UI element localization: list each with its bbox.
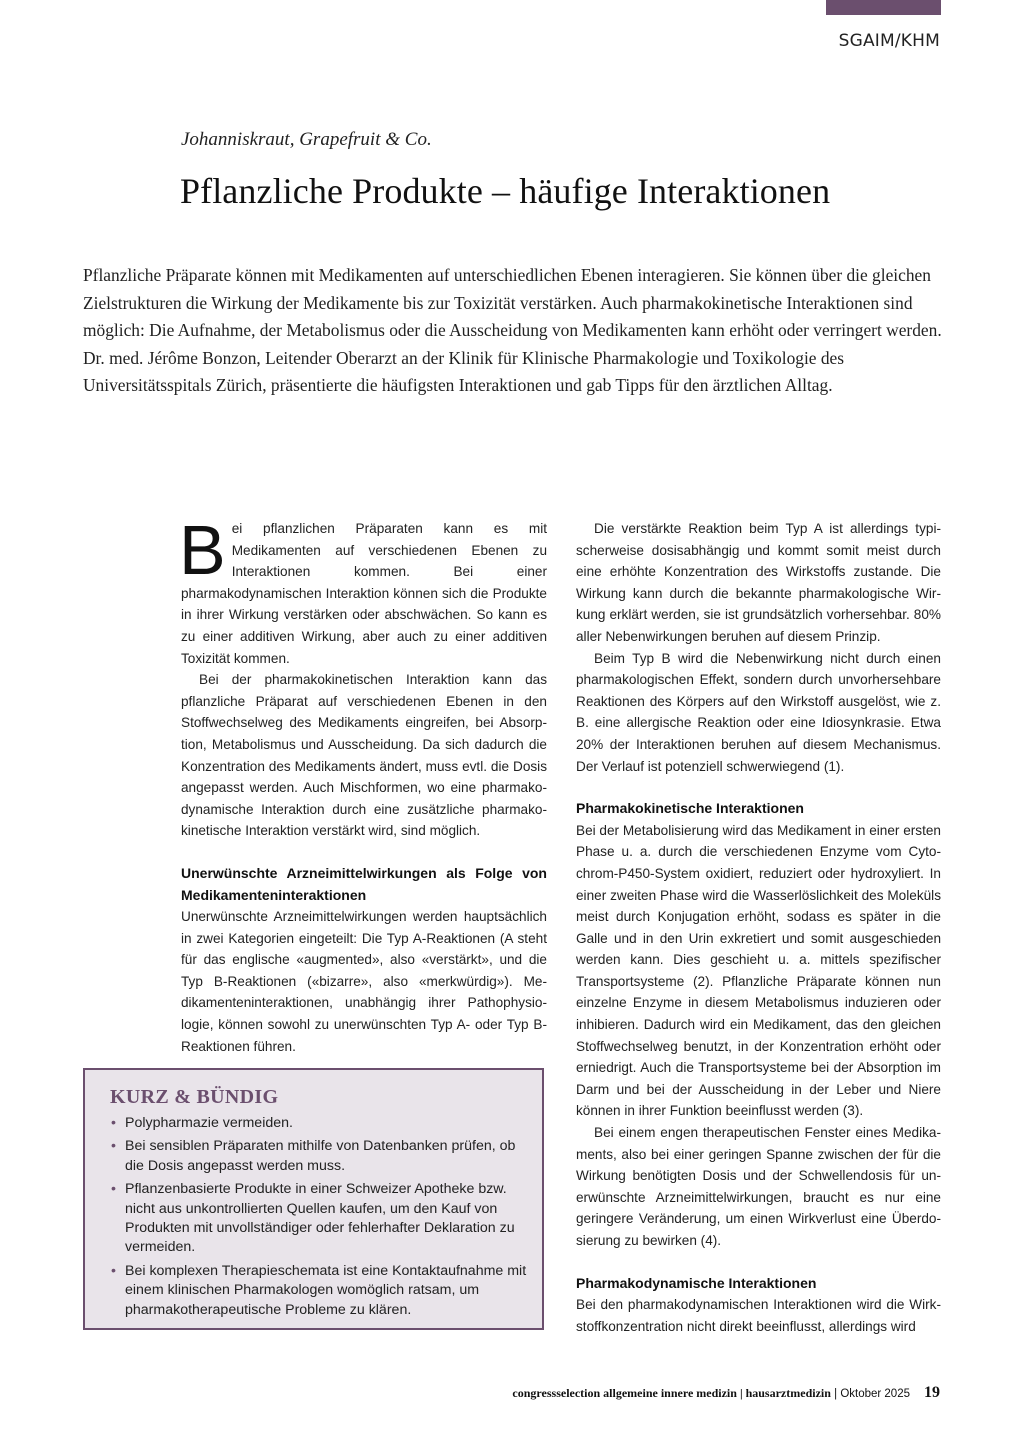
bullet-icon: • [111,1138,116,1155]
summary-box-title: KURZ & BÜNDIG [110,1086,279,1108]
summary-item-text: Bei sensiblen Präparaten mithilfe von Datenbanken prüfen, ob die Dosis angepasst werden muss. [125,1138,516,1174]
paragraph: Bei der pharmakokinetischen Interaktion kann das pflanzliche Präparat auf verschiedenen Ebenen in den Stoffwechselweg des Medikaments eingreifen, bei Absorption, Metabolismus und Ausscheidung. Da sich dadurch die Konzentration des Medikaments ändert, muss evtl. die Dosis angepasst werden. Auch Mischformen, wo eine pharmakodynamische Interaktion durch eine zusätzliche pharmakokinetische Interaktion verstärkt wird, sind möglich. [181,672,547,839]
summary-item [110,1262,530,1320]
paragraph-text: ei pflanzlichen Präparaten kann es mit Medikamenten auf verschiedenen Ebenen zu Interaktionen kommen. Bei einer pharmakodynamischen Interaktion können sich die Produkte in ihrer Wirkung verstärken oder abschwächen. So kann es zu einer additiven Wirkung, aber auch zu einer additiven Toxizität kommen. [181,521,547,666]
summary-box [83,1068,544,1330]
summary-item-text: Pflanzenbasierte Produkte in einer Schweizer Apotheke bzw. nicht aus unkontrollierten Quellen kaufen, um den Kauf von Produkten mit unvollständiger oder fehlerhafter Deklaration zu vermeiden. [125,1181,515,1256]
bullet-icon: • [111,1262,116,1279]
subheading-adverse-effects: Unerwünschte Arzneimittelwirkungen als Folge von Medikamenteninteraktionen [181,864,547,903]
subheading-pharmacodynamic: Pharmakodynamische Interaktionen [576,1274,817,1291]
paragraph: Unerwünschte Arzneimittelwirkungen werden hauptsächlich in zwei Kategorien eingeteilt: Die Typ A-Reaktionen (A steht für das englische «augmented», also «verstärkt», und die Typ B-Reaktionen («bizarre», also «merkwürdig»). Medikamenteninteraktionen, unabhängig ihrer Pathophysiologie, können sowohl zu unerwünschten Typ A- oder Typ B-Reaktionen führen. [181,909,547,1054]
summary-item [110,1180,530,1258]
bullet-icon: • [111,1181,116,1198]
summary-item [110,1137,530,1176]
footer-separator: | [830,1388,841,1400]
paragraph: Bei einem engen therapeutischen Fenster eines Medikaments, also bei einer geringen Spanne zwischen der für die Wirkung benötigten Dosis und der Schwellendosis für unerwünschte Arzneimittelwirkungen, braucht es nur eine geringere Veränderung, um einen Wirkverlust eine Überdosierung zu bewirken (4). [576,1125,941,1248]
left-column [179,511,547,1057]
issue-date: Oktober 2025 [840,1388,910,1400]
paragraph: Die verstärkte Reaktion beim Typ A ist allerdings typischerweise dosisabhängig und kommt somit meist durch eine erhöhte Konzentration des Wirkstoffs zustande. Die Wirkung kann durch die bekannte pharmakologische Wirkung erklärt werden, sie ist grundsätzlich vorhersehbar. 80% aller Nebenwirkungen beruhen auf diesem Prinzip. [576,521,941,644]
summary-item [110,1114,530,1133]
section-label: SGAIM/KHM [838,31,940,51]
dropcap: B [179,511,226,589]
subheading-pharmacokinetic: Pharmakokinetische Interaktionen [576,800,804,817]
summary-list [110,1114,530,1324]
article-lead: Pflanzliche Präparate können mit Medikamenten auf unterschiedlichen Ebenen interagieren. Sie können über die gleichen Zielstrukturen die Wirkung der Medikamente bis zur Toxizität verstärken. Auch pharmakokinetische Interaktionen sind möglich: Die Aufnahme, der Metabolismus oder die Ausscheidung von Medikamenten kann erhöht oder verringert werden. Dr. med. Jérôme Bonzon, Leitender Oberarzt an der Klinik für Klinische Pharmakologie und Toxikologie des Universitätsspitals Zürich, präsentierte die häufigsten Interaktionen und gab Tipps für den ärztlichen Alltag. [83,265,942,396]
summary-item-text: Polypharmazie vermeiden. [125,1115,293,1131]
right-column [576,518,941,1337]
paragraph: Bei der Metabolisierung wird das Medikament in einer ersten Phase u. a. durch die verschiedenen Enzyme vom Cytochrom-P450-System oxidiert, reduziert oder hydroxyliert. In einer zweiten Phase wird die Wasserlöslichkeit des Moleküls meist durch Konjugation erhöht, sodass es später in die Galle und in den Urin exkretiert und somit ausgeschieden werden kann. Dies geschieht u. a. mittels spezifischer Transportsysteme (2). Pflanzliche Präparate können nun einzelne Enzyme in diesem Metabolismus induzieren oder inhibieren. Dadurch wird ein Medikament, das den gleichen Stoffwechselweg benutzt, in der Konzentration erhöht oder erniedrigt. Auch die Transportsysteme bei der Absorption im Darm und bei der Ausscheidung in der Leber und Niere können in ihrer Funktion beeinflusst werden (3). [576,822,941,1119]
page-number: 19 [924,1384,940,1401]
page-footer [512,1384,940,1402]
summary-item-text: Bei komplexen Therapieschemata ist eine Kontaktaufnahme mit einem klinischen Pharmakologen womöglich ratsam, um pharmakotherapeutische Probleme zu klären. [125,1262,527,1318]
paragraph: Bei den pharmakodynamischen Interaktionen wird die Wirkstoffkonzentration nicht direkt beeinflusst, allerdings wird [576,1297,941,1334]
article-title: Pflanzliche Produkte – häufige Interaktionen [180,171,831,211]
paragraph: Beim Typ B wird die Nebenwirkung nicht durch einen pharmakologischen Effekt, sondern durch unvorhersehbare Reaktionen des Körpers auf den Wirkstoff ausgelöst, wie z. B. eine allergische Reaktion oder eine Idiosynkrasie. Etwa 20% der Interaktionen beruhen auf diesem Mechanismus. Der Verlauf ist potenziell schwerwiegend (1). [576,650,941,774]
paragraph-intro [179,511,547,669]
article-kicker: Johanniskraut, Grapefruit & Co. [181,129,432,150]
accent-bar [826,0,941,15]
bullet-icon: • [111,1115,116,1131]
publication-name: congressselection allgemeine innere medizin | hausarztmedizin [512,1386,831,1400]
